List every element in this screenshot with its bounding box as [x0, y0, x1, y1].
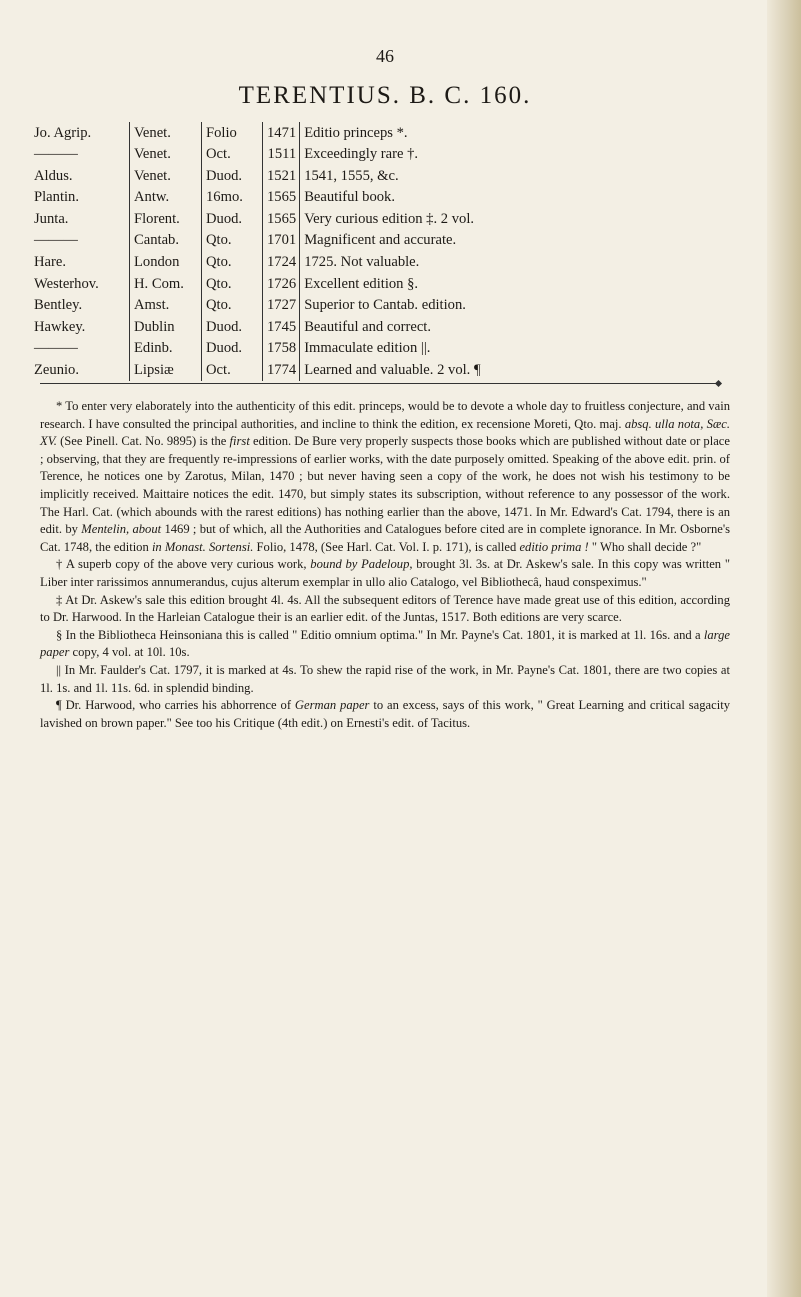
edition-format: 16mo. [202, 187, 263, 209]
separator-rule [40, 383, 718, 384]
running-title: TERENTIUS. B. C. 160. [238, 82, 532, 109]
edition-row [28, 316, 638, 338]
edition-place: Edinb. [130, 338, 202, 360]
edition-year: 1724 [263, 252, 300, 274]
edition-row [28, 122, 638, 144]
edition-editor: Westerhov. [34, 275, 99, 292]
edition-place: Venet. [130, 122, 202, 144]
edition-remark: 1541, 1555, &c. [300, 165, 639, 187]
edition-row [28, 230, 638, 252]
edition-editor: Aldus. [34, 167, 73, 184]
edition-editor: Hare. [34, 254, 67, 271]
edition-remark: Exceedingly rare †. [300, 144, 639, 166]
edition-editor: Bentley. [34, 297, 83, 314]
edition-row [28, 295, 638, 317]
edition-remark: Editio princeps *. [300, 122, 639, 144]
edition-format: Oct. [202, 144, 263, 166]
edition-place: Lipsiæ [130, 360, 202, 382]
footnote-parallel: || In Mr. Faulder's Cat. 1797, it is marked at 4s. To shew the rapid rise of the work, in Mr. Payne's Cat. 1801, there are two copies at 1l. 1s. and 1l. 11s. 6d. in splendid binding. [40, 662, 730, 695]
edition-place: H. Com. [130, 273, 202, 295]
edition-year: 1565 [263, 187, 300, 209]
edition-format: Duod. [202, 338, 263, 360]
edition-format: Oct. [202, 360, 263, 382]
edition-year: 1745 [263, 316, 300, 338]
edition-row [28, 338, 638, 360]
edition-remark: Very curious edition ‡. 2 vol. [300, 208, 639, 230]
edition-remark: Beautiful and correct. [300, 316, 639, 338]
edition-editor: Zeunio. [34, 362, 79, 379]
edition-remark: 1725. Not valuable. [300, 252, 639, 274]
edition-place: Dublin [130, 316, 202, 338]
edition-format: Qto. [202, 252, 263, 274]
edition-row [28, 165, 638, 187]
edition-editor: Junta. [34, 210, 69, 227]
edition-row [28, 273, 638, 295]
edition-place: Florent. [130, 208, 202, 230]
edition-place: Venet. [130, 144, 202, 166]
edition-format: Duod. [202, 208, 263, 230]
edition-place: Antw. [130, 187, 202, 209]
edition-remark: Immaculate edition ||. [300, 338, 639, 360]
edition-year: 1758 [263, 338, 300, 360]
page-number: 46 [376, 46, 394, 66]
footnote-section: § In the Bibliotheca Heinsoniana this is called " Editio omnium optima." In Mr. Payne's Cat. 1801, it is marked at 1l. 16s. and a large paper copy, 4 vol. at 10l. 10s. [40, 627, 730, 660]
page-edge-shadow [767, 0, 801, 1297]
edition-editor: Hawkey. [34, 318, 86, 335]
edition-place: London [130, 252, 202, 274]
edition-format: Qto. [202, 230, 263, 252]
edition-year: 1701 [263, 230, 300, 252]
edition-year: 1565 [263, 208, 300, 230]
edition-year: 1726 [263, 273, 300, 295]
edition-year: 1521 [263, 165, 300, 187]
edition-row [28, 252, 638, 274]
edition-editor: Plantin. [34, 189, 79, 206]
edition-year: 1727 [263, 295, 300, 317]
edition-format: Folio [202, 122, 263, 144]
footnote-pilcrow: ¶ Dr. Harwood, who carries his abhorrence of German paper to an excess, says of this work, " Great Learning and critical sagacity lavished on brown paper." See too his Critique (4th edit.) on Ernesti's edit. of Tacitus. [40, 698, 730, 730]
edition-place: Cantab. [130, 230, 202, 252]
footnote-star: * To enter very elaborately into the authenticity of this edit. princeps, would be to devote a whole day to fruitless conjecture, and vain research. I have consulted the principal authorities, and incline to think the edition, ex recensione Moreti, Qto. maj. absq. ulla nota, Sæc. XV. (See Pinell. Cat. No. 9895) is the first edition. De Bure very properly suspects those books which are published without date or place ; observing, that they are frequently re-impressions of earlier works, with the date purposely omitted. Speaking of the above edit. prin. of Terence, he notices one by Zarotus, Milan, 1470 ; but never having seen a copy of the work, he does not wish his testimony to be implicitly received. Maittaire notices the edit. 1470, but simply states its subscription, without reference to any possessor of the work. The Harl. Cat. (which abounds with the rarest editions) has nothing earlier than the above, 1471. In Mr. Edward's Cat. 1794, there is an edit. by Mentelin, about 1469 ; but of which, all the Authorities and Catalogues before cited are in complete ignorance. In Mr. Osborne's Cat. 1748, the edition in Monast. Sortensi. Folio, 1478, (See Harl. Cat. Vol. I. p. 171), is called editio prima ! " Who shall decide ?" [40, 399, 731, 554]
edition-editor: ——— [34, 340, 78, 357]
edition-remark: Excellent edition §. [300, 273, 639, 295]
edition-format: Qto. [202, 295, 263, 317]
edition-editor: ——— [34, 232, 78, 249]
edition-place: Venet. [130, 165, 202, 187]
edition-format: Duod. [202, 316, 263, 338]
edition-remark: Magnificent and accurate. [300, 230, 639, 252]
footnotes [40, 398, 730, 732]
edition-year: 1511 [263, 144, 300, 166]
edition-year: 1774 [263, 360, 300, 382]
edition-format: Duod. [202, 165, 263, 187]
edition-place: Amst. [130, 295, 202, 317]
edition-row [28, 187, 638, 209]
edition-row [28, 360, 638, 382]
edition-year: 1471 [263, 122, 300, 144]
footnote-double-dagger: ‡ At Dr. Askew's sale this edition brought 4l. 4s. All the subsequent editors of Terence have made great use of this edition, according to Dr. Harwood. In the Harleian Catalogue their is an earlier edit. of the Juntas, 1517. Both editions are very scarce. [40, 592, 730, 625]
edition-remark: Beautiful book. [300, 187, 639, 209]
edition-editor: Jo. Agrip. [34, 124, 92, 141]
edition-format: Qto. [202, 273, 263, 295]
edition-remark: Learned and valuable. 2 vol. ¶ [300, 360, 639, 382]
footnote-dagger: † A superb copy of the above very curious work, bound by Padeloup, brought 3l. 3s. at Dr. Askew's sale. In this copy was written " Liber inter rarissimos annumerandus, cujus alterum exemplar in ullo alio Catalogo, vel Bibliothecâ, haud conspeximus." [40, 557, 730, 589]
edition-row [28, 144, 638, 166]
edition-editor: ——— [34, 146, 78, 163]
editions-table [28, 122, 638, 381]
edition-row [28, 208, 638, 230]
edition-remark: Superior to Cantab. edition. [300, 295, 639, 317]
